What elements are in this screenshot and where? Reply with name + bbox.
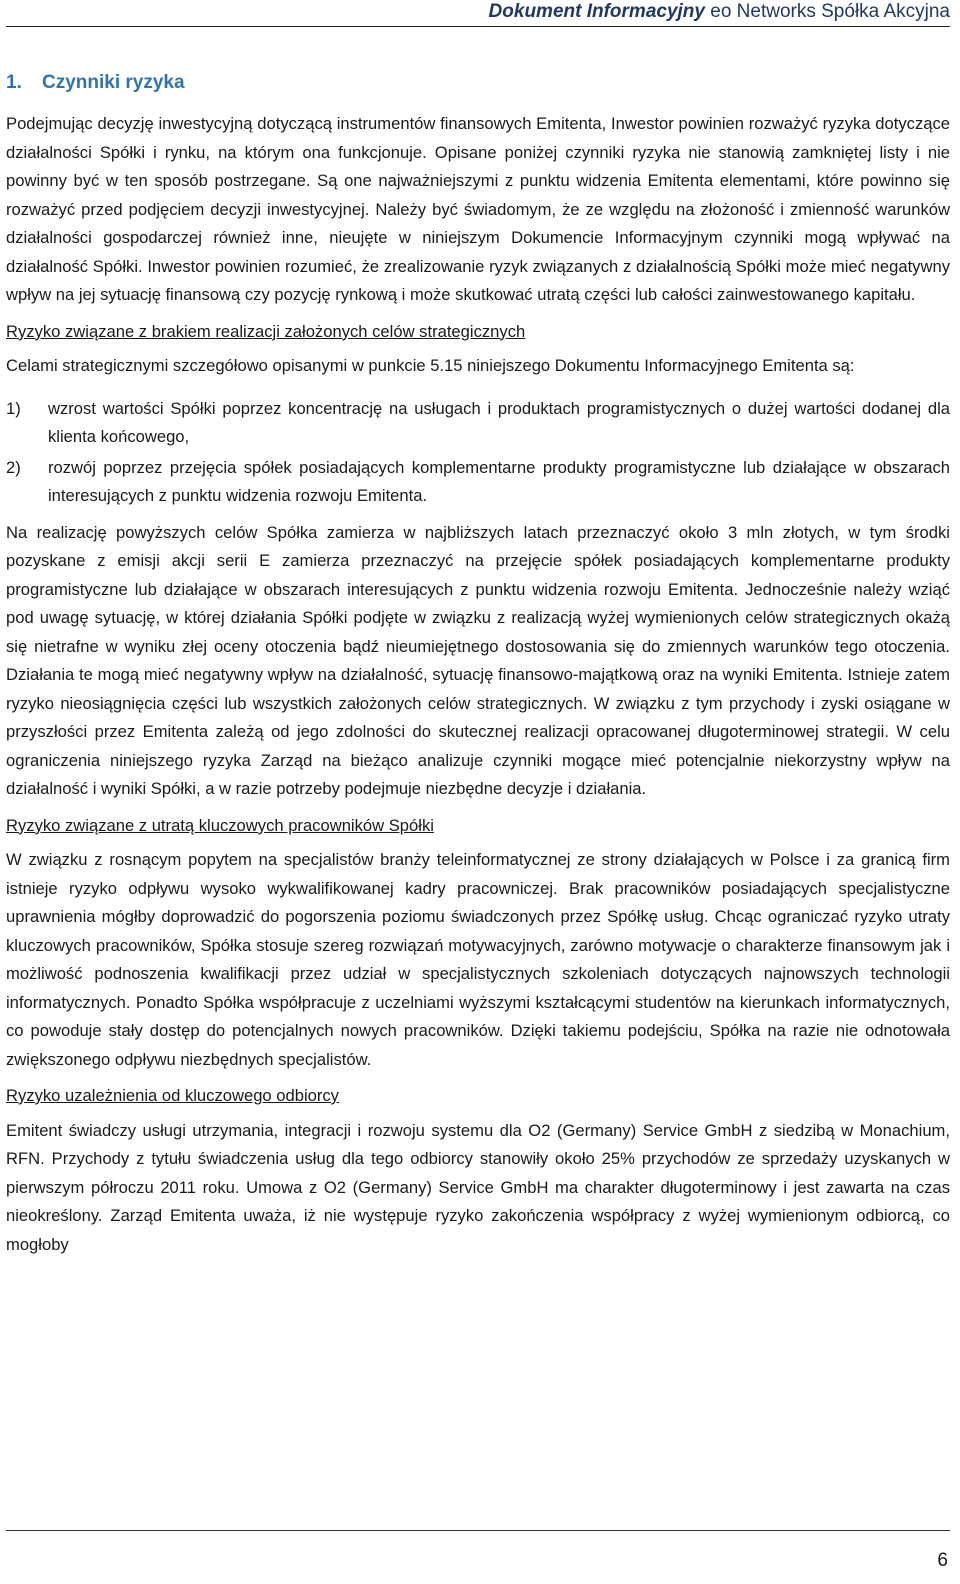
- section-number: 1.: [6, 72, 22, 93]
- risk-heading-key-customer: Ryzyko uzależnienia od kluczowego odbiorcy: [6, 1086, 339, 1105]
- list-item: [6, 454, 950, 511]
- page-number: 6: [937, 1550, 948, 1571]
- list-item-text: wzrost wartości Spółki poprzez koncentrację na usługach i produktach programistycznych o dużej wartości dodanej dla klienta końcowego,: [48, 398, 950, 446]
- intro-paragraph: Podejmując decyzję inwestycyjną dotyczącą instrumentów finansowych Emitenta, Inwestor powinien rozważyć ryzyka dotyczące działalności Spółki i rynku, na którym ona funkcjonuje. Opisane poniżej czynniki ryzyka nie stanowią zamkniętej listy i nie powinny być w ten sposób postrzegane. Są one najważniejszymi z punktu widzenia Emitenta elementami, które powinno się rozważyć przed podjęciem decyzji inwestycyjnej. Należy być świadomym, że ze względu na złożoność i zmienność warunków działalności gospodarczej również inne, nieujęte w niniejszym Dokumencie Informacyjnym czynniki mogą wpływać na działalność Spółki. Inwestor powinien rozumieć, że zrealizowanie ryzyk związanych z działalnością Spółki może mieć negatywny wpływ na jej sytuację finansową czy pozycję rynkową i może skutkować utratą części lub całości zainwestowanego kapitału.: [6, 114, 950, 304]
- section-title: Czynniki ryzyka: [42, 72, 185, 93]
- list-marker: 1): [6, 398, 21, 418]
- page-header: [6, 0, 950, 27]
- key-customer-body: Emitent świadczy usługi utrzymania, integracji i rozwoju systemu dla O2 (Germany) Service GmbH z siedzibą w Monachium, RFN. Przychody z tytułu świadczenia usług dla tego odbiorcy stanowiły około 25% przychodów ze sprzedaży uzyskanych w pierwszym półroczu 2011 roku. Umowa z O2 (Germany) Service GmbH ma charakter długoterminowy i jest zawarta na czas nieokreślony. Zarząd Emitenta uważa, iż nie występuje ryzyko zakończenia współpracy z wyżej wymienionym odbiorcą, co mogłoby: [6, 1120, 950, 1254]
- strategic-goals-lead: Celami strategicznymi szczegółowo opisanymi w punkcie 5.15 niniejszego Dokumentu Informacyjnego Emitenta są:: [6, 356, 855, 375]
- footer-divider: [6, 1530, 950, 1531]
- company-name: eo Networks Spółka Akcyjna: [704, 1, 950, 22]
- key-employees-body: W związku z rosnącym popytem na specjalistów branży teleinformatycznej ze strony działających w Polsce i za granicą firm istnieje ryzyko odpływu wysoko wykwalifikowanej kadry pracowniczej. Brak pracowników posiadających specjalistyczne uprawnienia mógłby doprowadzić do pogorszenia poziomu świadczonych przez Spółkę usług. Chcąc ograniczać ryzyko utraty kluczowych pracowników, Spółka stosuje szereg rozwiązań motywacyjnych, zarówno motywacje o charakterze finansowym jak i możliwość podnoszenia kwalifikacji przez udział w specjalistycznych szkoleniach dotyczących najnowszych technologii informatycznych. Ponadto Spółka współpracuje z uczelniami wyższymi kształcącymi studentów na kierunkach informatycznych, co powoduje stały dostęp do potencjalnych nowych pracowników. Dzięki takiemu podejściu, Spółka na razie nie odnotowała zwiększonego odpływu niezbędnych specjalistów.: [6, 850, 950, 1069]
- list-item-text: rozwój poprzez przejęcia spółek posiadających komplementarne produkty programistyczne lub działające w obszarach interesujących z punktu widzenia rozwoju Emitenta.: [48, 457, 950, 505]
- strategic-goals-body: Na realizację powyższych celów Spółka zamierza w najbliższych latach przeznaczyć około 3 mln złotych, w tym środki pozyskane z emisji akcji serii E zamierza przeznaczyć na przejęcie spółek posiadających komplementarne produkty programistyczne lub działające w obszarach interesujących z punktu widzenia rozwoju Emitenta. Jednocześnie należy wziąć pod uwagę sytuację, w której działania Spółki podjęte w związku z realizacją wyżej wymienionych celów strategicznych okażą się nietrafne w wyniku złej oceny otoczenia bądź nieumiejętnego dostosowania się do zmiennych warunków tego otoczenia. Działania te mogą mieć negatywny wpływ na działalność, sytuację finansowo-majątkową oraz na wyniki Emitenta. Istnieje zatem ryzyko nieosiągnięcia części lub wszystkich założonych celów strategicznych. W związku z tym przychody i zyski osiągane w przyszłości przez Emitenta zależą od jego zdolności do skutecznej realizacji opracowanej długoterminowej strategii. W celu ograniczenia niniejszego ryzyka Zarząd na bieżąco analizuje czynniki mogące mieć potencjalnie niekorzystny wpływ na działalność i wyniki Spółki, a w razie potrzeby podejmuje niezbędne decyzje i działania.: [6, 522, 950, 798]
- document-title: Dokument Informacyjny: [488, 1, 705, 22]
- risk-heading-key-employees: Ryzyko związane z utratą kluczowych pracowników Spółki: [6, 815, 434, 835]
- strategic-goals-list: [6, 395, 950, 511]
- list-item: [6, 395, 950, 452]
- section-heading: [6, 68, 950, 98]
- list-marker: 2): [6, 457, 21, 477]
- page-content: [6, 68, 950, 1267]
- risk-heading-strategic-goals: Ryzyko związane z brakiem realizacji założonych celów strategicznych: [6, 321, 526, 341]
